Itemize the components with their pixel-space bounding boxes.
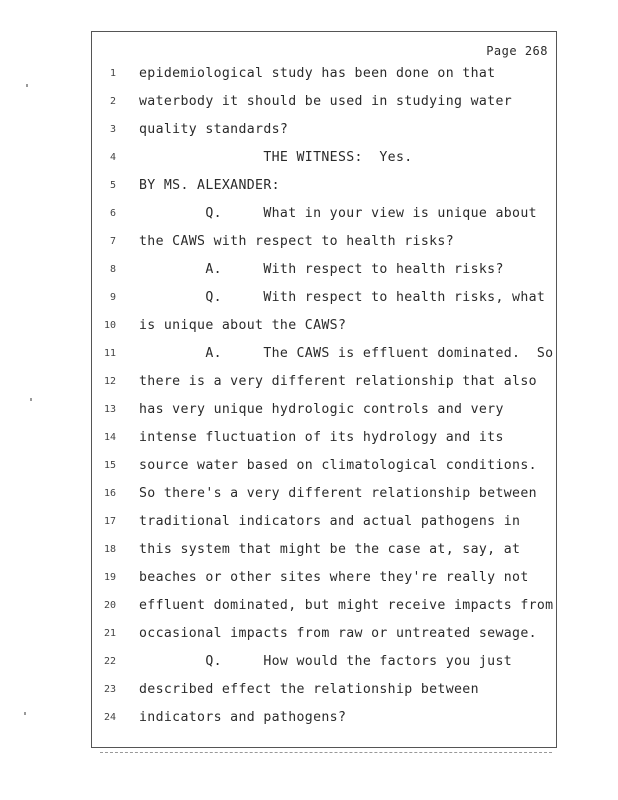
line-text: has very unique hydrologic controls and very [139,402,504,417]
line-number: 6 [109,208,116,219]
line-text: intense fluctuation of its hydrology and its [139,430,504,445]
line-number: 13 [103,404,116,415]
page-number: Page 268 [486,44,548,58]
line-text: traditional indicators and actual pathogens in [139,514,521,529]
line-text: effluent dominated, but might receive impacts from [139,598,554,613]
transcript-line [0,374,618,394]
line-text: quality standards? [139,122,289,137]
line-number: 11 [103,348,116,359]
transcript-line [0,318,618,338]
line-text: Q. With respect to health risks, what [139,290,546,305]
line-text: A. With respect to health risks? [139,262,504,277]
line-text: Q. What in your view is unique about [139,206,537,221]
transcript-line [0,682,618,702]
transcript-line [0,290,618,310]
transcript-line [0,402,618,422]
transcript-line [0,234,618,254]
transcript-line [0,514,618,534]
line-number: 18 [103,544,116,555]
line-text: beaches or other sites where they're really not [139,570,529,585]
line-number: 8 [109,264,116,275]
line-text: So there's a very different relationship between [139,486,537,501]
transcript-line [0,66,618,86]
transcript-line [0,206,618,226]
bottom-rule [100,752,552,754]
line-number: 7 [109,236,116,247]
line-number: 24 [103,712,116,723]
line-text: is unique about the CAWS? [139,318,347,333]
line-text: occasional impacts from raw or untreated sewage. [139,626,537,641]
line-text: waterbody it should be used in studying water [139,94,513,109]
line-number: 20 [103,600,116,611]
line-number: 23 [103,684,116,695]
scan-speck [26,84,28,87]
transcript-line [0,654,618,674]
transcript-line [0,346,618,366]
line-text: described effect the relationship between [139,682,479,697]
transcript-line [0,150,618,170]
line-number: 5 [109,180,116,191]
transcript-line [0,430,618,450]
line-text: there is a very different relationship that also [139,374,537,389]
line-number: 3 [109,124,116,135]
line-number: 2 [109,96,116,107]
line-number: 4 [109,152,116,163]
line-number: 14 [103,432,116,443]
line-text: THE WITNESS: Yes. [139,150,413,165]
transcript-line [0,178,618,198]
transcript-line [0,94,618,114]
scan-speck [30,398,32,401]
transcript-line [0,710,618,730]
line-text: epidemiological study has been done on that [139,66,496,81]
line-text: indicators and pathogens? [139,710,347,725]
line-number: 9 [109,292,116,303]
line-number: 21 [103,628,116,639]
line-text: source water based on climatological conditions. [139,458,537,473]
transcript-line [0,262,618,282]
scan-speck [24,712,26,715]
line-number: 12 [103,376,116,387]
line-number: 17 [103,516,116,527]
transcript-line [0,458,618,478]
line-number: 22 [103,656,116,667]
line-number: 10 [103,320,116,331]
transcript-line [0,598,618,618]
transcript-line [0,570,618,590]
line-number: 16 [103,488,116,499]
line-number: 15 [103,460,116,471]
line-text: BY MS. ALEXANDER: [139,178,280,193]
line-text: this system that might be the case at, say, at [139,542,521,557]
line-number: 19 [103,572,116,583]
transcript-line [0,542,618,562]
line-text: Q. How would the factors you just [139,654,513,669]
line-text: A. The CAWS is effluent dominated. So [139,346,554,361]
transcript-line [0,122,618,142]
transcript-line [0,626,618,646]
line-number: 1 [109,68,116,79]
line-text: the CAWS with respect to health risks? [139,234,455,249]
transcript-line [0,486,618,506]
